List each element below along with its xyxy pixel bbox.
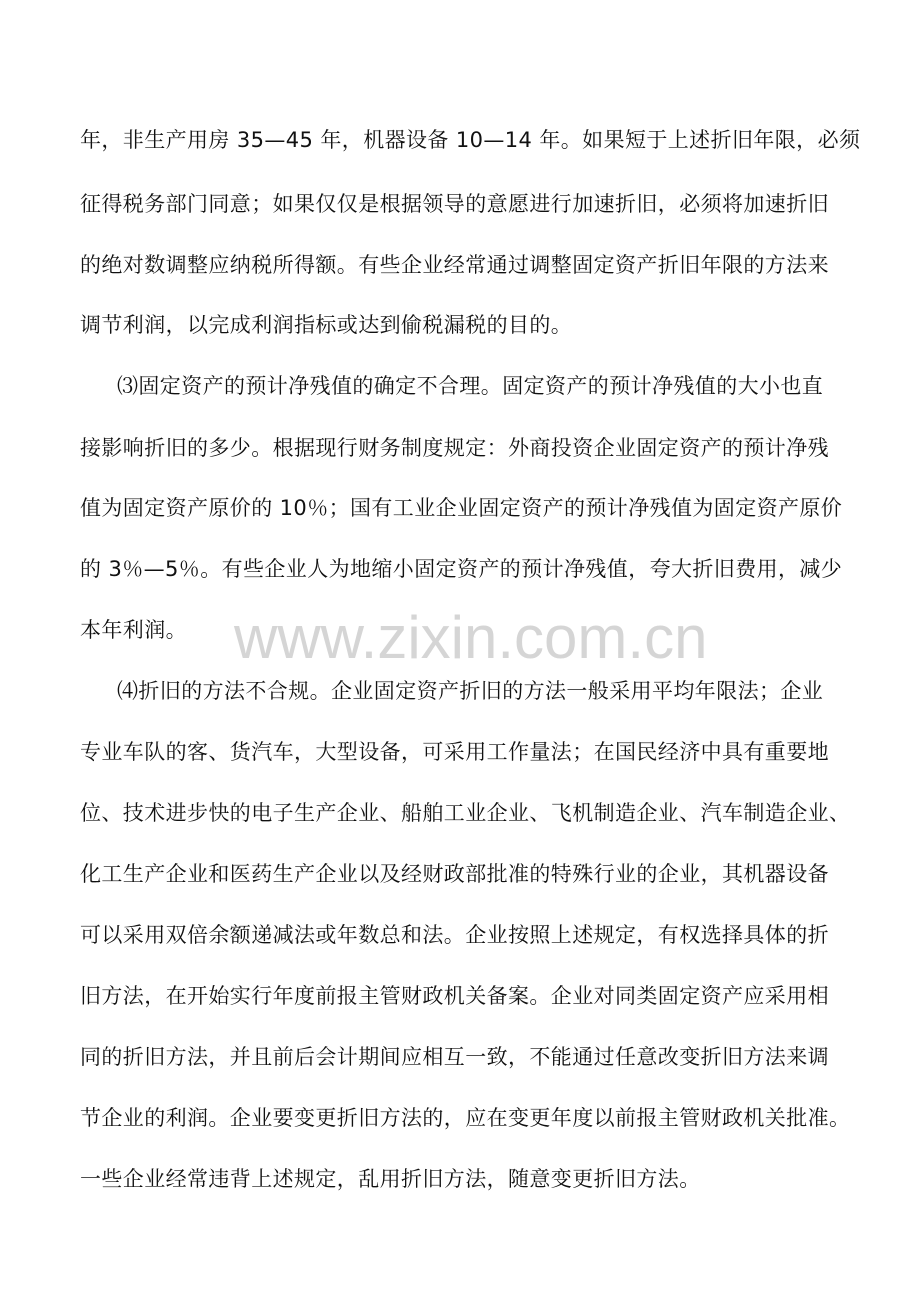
watermark: www.zixin.com.cn	[234, 604, 708, 671]
paragraph-start-line: ⑶固定资产的预计净残值的确定不合理。固定资产的预计净残值的大小也直	[117, 374, 824, 398]
paragraph-line: 的 3％—5％。有些企业人为地缩小固定资产的预计净残值，夸大折旧费用，减少	[80, 557, 843, 581]
paragraph-line: 值为固定资产原价的 10％；国有工业企业固定资产的预计净残值为固定资产原价	[80, 496, 843, 520]
paragraph-line: 专业车队的客、货汽车，大型设备，可采用工作量法；在国民经济中具有重要地	[80, 740, 829, 764]
paragraph-line: 的绝对数调整应纳税所得额。有些企业经常通过调整固定资产折旧年限的方法来	[80, 253, 829, 277]
paragraph-line: 节企业的利润。企业要变更折旧方法的，应在变更年度以前报主管财政机关批准。	[80, 1106, 851, 1130]
paragraph-line: 年，非生产用房 35—45 年，机器设备 10—14 年。如果短于上述折旧年限，必须	[80, 128, 861, 152]
paragraph-line: 一些企业经常违背上述规定，乱用折旧方法，随意变更折旧方法。	[80, 1167, 701, 1191]
paragraph-line: 化工生产企业和医药生产企业以及经财政部批准的特殊行业的企业，其机器设备	[80, 862, 829, 886]
paragraph-line: 旧方法，在开始实行年度前报主管财政机关备案。企业对同类固定资产应采用相	[80, 984, 829, 1008]
paragraph-line: 调节利润，以完成利润指标或达到偷税漏税的目的。	[80, 313, 573, 337]
paragraph-line: 同的折旧方法，并且前后会计期间应相互一致，不能通过任意改变折旧方法来调	[80, 1045, 829, 1069]
paragraph-line: 接影响折旧的多少。根据现行财务制度规定：外商投资企业固定资产的预计净残	[80, 436, 829, 460]
paragraph-line: 本年利润。	[80, 618, 187, 642]
paragraph-line: 征得税务部门同意；如果仅仅是根据领导的意愿进行加速折旧，必须将加速折旧	[80, 192, 829, 216]
paragraph-start-line: ⑷折旧的方法不合规。企业固定资产折旧的方法一般采用平均年限法；企业	[117, 679, 824, 703]
paragraph-line: 可以采用双倍余额递减法或年数总和法。企业按照上述规定，有权选择具体的折	[80, 923, 829, 947]
paragraph-line: 位、技术进步快的电子生产企业、船舶工业企业、飞机制造企业、汽车制造企业、	[80, 801, 851, 825]
